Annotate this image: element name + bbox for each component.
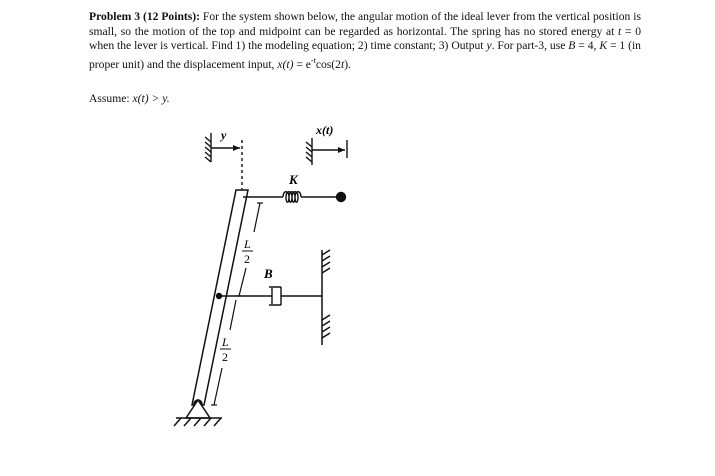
problem-text-7: cos(2	[315, 57, 341, 71]
var-t2: t	[340, 57, 345, 71]
problem-text-8: ).	[344, 57, 351, 71]
spring-K	[243, 192, 346, 203]
label-y: y	[221, 128, 227, 142]
damper-wall	[322, 250, 330, 345]
label-2-lower: 2	[222, 350, 228, 364]
problem-heading: Problem 3 (12 Points):	[89, 10, 200, 23]
problem-text-6: = e	[293, 57, 311, 71]
x-input-ground	[306, 138, 347, 165]
problem-text-4: = 4,	[575, 39, 600, 53]
var-x: x(t)	[277, 57, 294, 71]
damper-B	[217, 287, 323, 305]
dimension-lines	[211, 203, 263, 405]
assumption-expr: x(t) > y.	[132, 92, 170, 105]
problem-text-2: = 0 when the lever is vertical. Find 1) the modeling equation; 2) time constant; 3) Output	[89, 24, 641, 53]
label-B: B	[264, 266, 273, 281]
label-L-lower: L	[222, 335, 229, 349]
problem-text-3: . For part-3, use	[491, 39, 569, 53]
label-K: K	[289, 172, 298, 187]
label-2-upper: 2	[244, 252, 250, 266]
label-x: x(t)	[316, 123, 334, 137]
var-B: B	[568, 39, 576, 53]
var-t: t	[618, 24, 622, 38]
var-y: y	[486, 39, 492, 53]
label-L-upper: L	[244, 237, 251, 251]
problem-text-1: For the system shown below, the angular motion of the ideal lever from the vertical position is small, so the motion of the top and midpoint can be regarded as horizontal. The spring has no stored energy at	[89, 10, 641, 38]
exponent: -t	[310, 55, 316, 65]
var-K: K	[599, 39, 608, 53]
assumption-prefix: Assume:	[89, 92, 133, 105]
problem-text-5: = 1 (in proper unit) and the displacement input,	[89, 39, 641, 71]
